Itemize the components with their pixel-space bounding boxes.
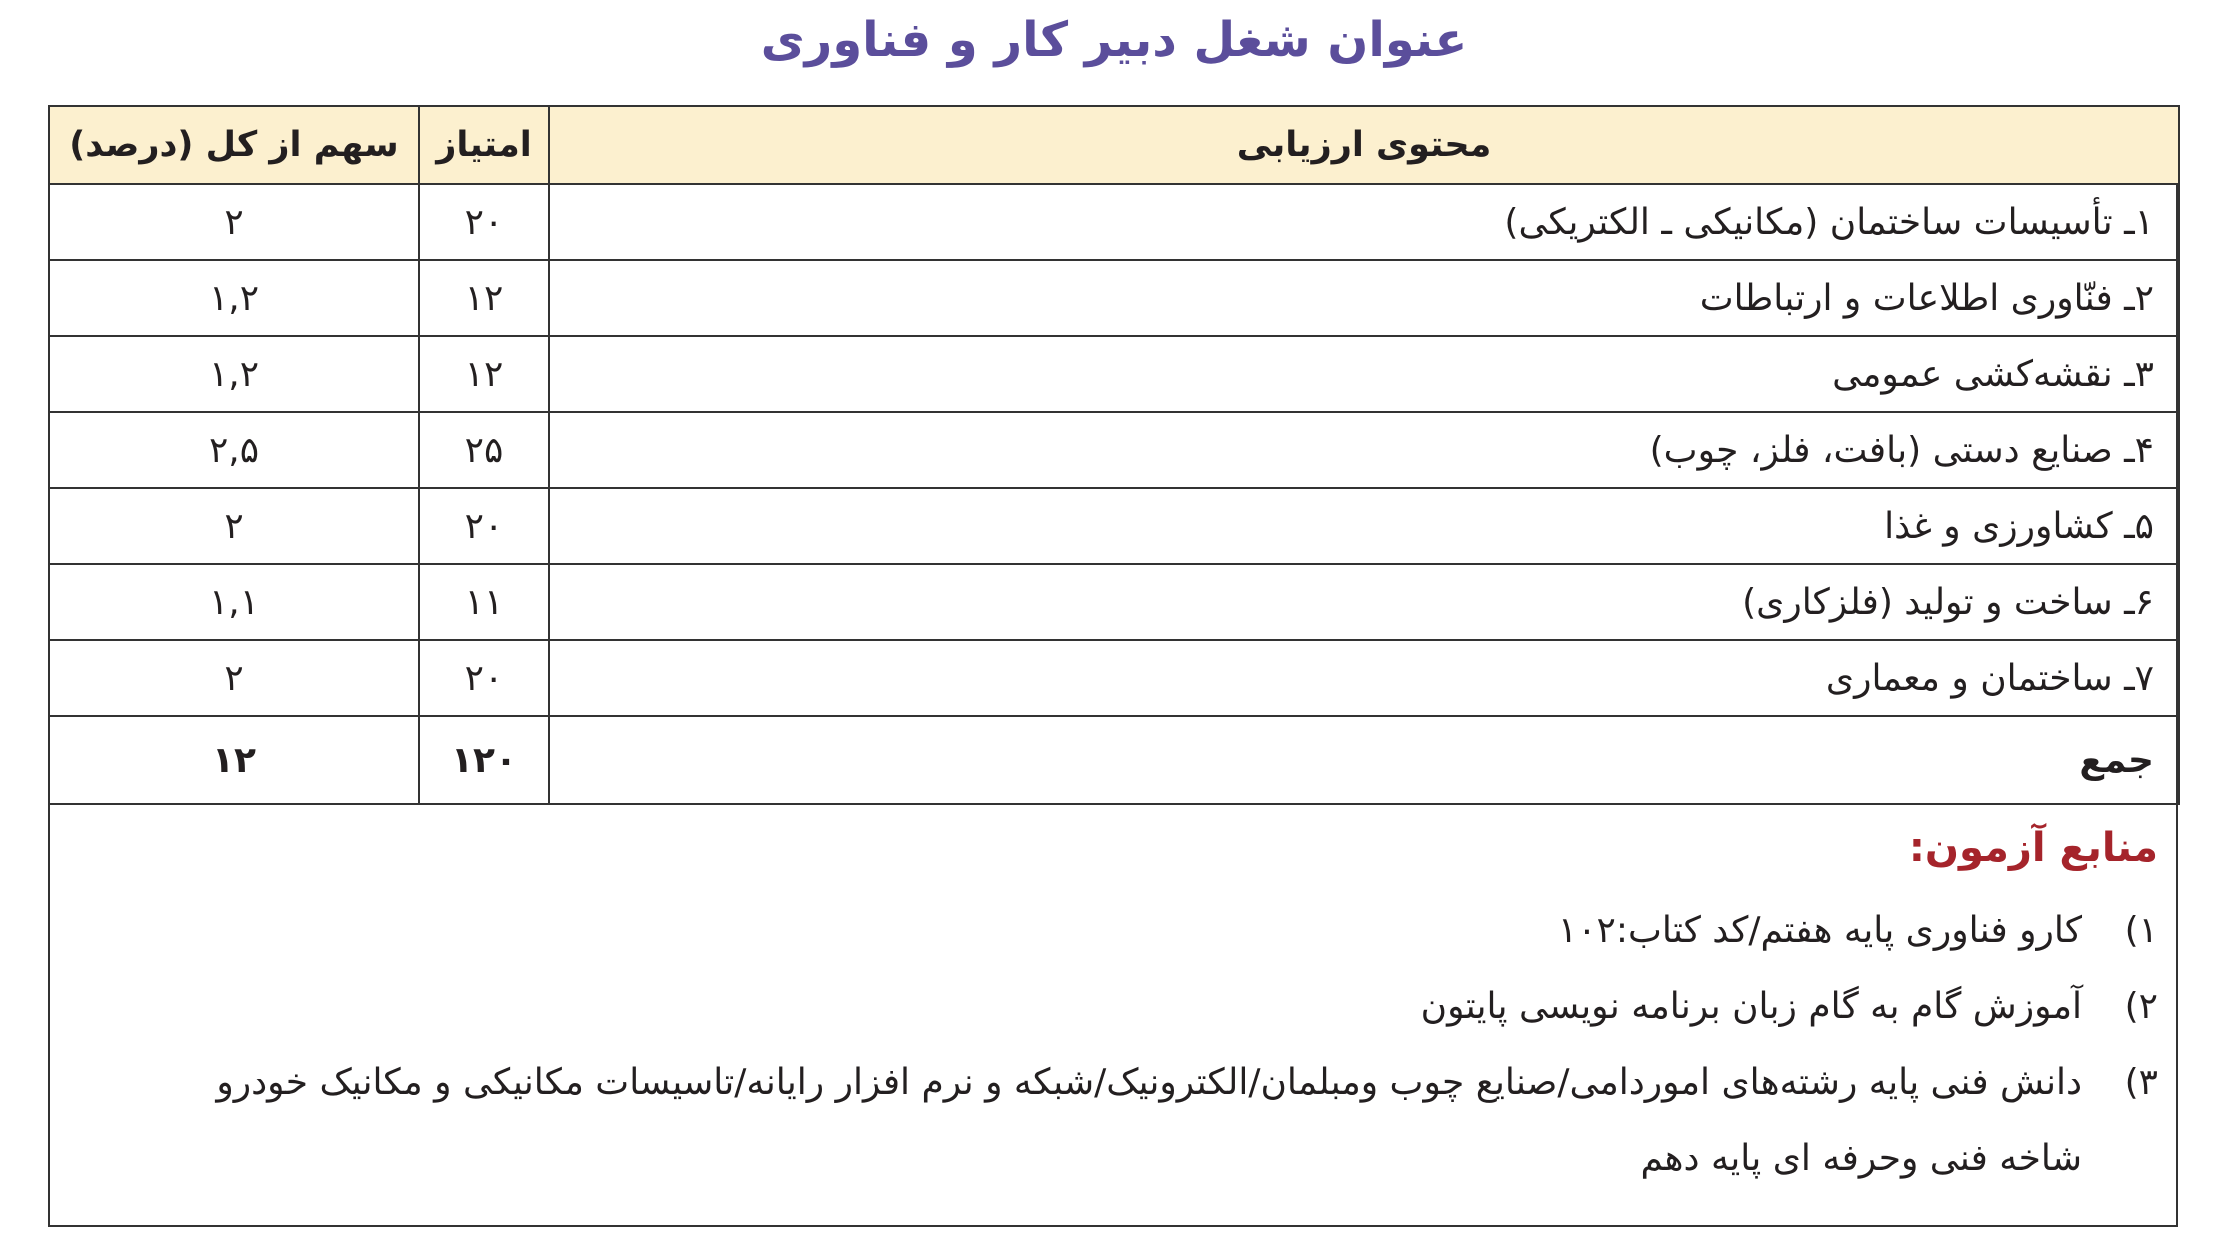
sources-heading: منابع آزمون: xyxy=(1908,825,2158,871)
row-content: ۲ـ فنّاوری اطلاعات و ارتباطات xyxy=(549,260,2179,336)
table-row xyxy=(49,640,2179,716)
source-text: کارو فناوری پایه هفتم/کد کتاب:۱۰۲ xyxy=(1557,910,2082,951)
total-share: ۱۲ xyxy=(49,716,419,804)
row-score: ۲۰ xyxy=(419,488,549,564)
row-content: ۷ـ ساختمان و معماری xyxy=(549,640,2179,716)
row-score: ۱۲ xyxy=(419,336,549,412)
row-content: ۳ـ نقشه‌کشی عمومی xyxy=(549,336,2179,412)
table-row xyxy=(49,488,2179,564)
total-label: جمع xyxy=(549,716,2179,804)
source-number: ۳) xyxy=(2124,1062,2158,1103)
header-share: سهم از کل (درصد) xyxy=(49,106,419,184)
row-share: ۱,۲ xyxy=(49,336,419,412)
table-row xyxy=(49,564,2179,640)
page-title: عنوان شغل دبیر کار و فناوری xyxy=(760,12,1468,68)
source-number: ۲) xyxy=(2124,986,2158,1027)
source-text: آموزش گام به گام زبان برنامه نویسی پایتون xyxy=(1420,986,2082,1027)
table-row xyxy=(49,336,2179,412)
table-header-row xyxy=(49,106,2179,184)
source-item xyxy=(100,893,2158,969)
row-content: ۴ـ صنایع دستی (بافت، فلز، چوب) xyxy=(549,412,2179,488)
row-content: ۵ـ کشاورزی و غذا xyxy=(549,488,2179,564)
row-score: ۲۰ xyxy=(419,640,549,716)
source-text: دانش فنی پایه رشته‌های اموردامی/صنایع چوب ومبلمان/الکترونیک/شبکه و نرم افزار رایانه/تاسیسات مکانیکی و مکانیک خودرو xyxy=(216,1062,2082,1103)
source-item xyxy=(100,969,2158,1045)
table-row xyxy=(49,412,2179,488)
header-score: امتیاز xyxy=(419,106,549,184)
row-share: ۲ xyxy=(49,184,419,260)
row-share: ۲ xyxy=(49,640,419,716)
row-share: ۲,۵ xyxy=(49,412,419,488)
row-share: ۱,۲ xyxy=(49,260,419,336)
source-text-continued: شاخه فنی وحرفه ای پایه دهم xyxy=(1640,1138,2082,1179)
header-content: محتوی ارزیابی xyxy=(549,106,2179,184)
total-score: ۱۲۰ xyxy=(419,716,549,804)
table-total-row xyxy=(49,716,2179,804)
source-item xyxy=(100,1045,2158,1197)
row-score: ۲۵ xyxy=(419,412,549,488)
table-row xyxy=(49,260,2179,336)
table-row xyxy=(49,184,2179,260)
row-share: ۲ xyxy=(49,488,419,564)
sources-section xyxy=(100,815,2158,1197)
row-score: ۲۰ xyxy=(419,184,549,260)
row-content: ۱ـ تأسیسات ساختمان (مکانیکی ـ الکتریکی) xyxy=(549,184,2179,260)
row-score: ۱۱ xyxy=(419,564,549,640)
row-score: ۱۲ xyxy=(419,260,549,336)
source-text-block xyxy=(100,1045,2082,1197)
source-number: ۱) xyxy=(2124,910,2158,951)
evaluation-table xyxy=(48,105,2180,805)
row-share: ۱,۱ xyxy=(49,564,419,640)
row-content: ۶ـ ساخت و تولید (فلزکاری) xyxy=(549,564,2179,640)
